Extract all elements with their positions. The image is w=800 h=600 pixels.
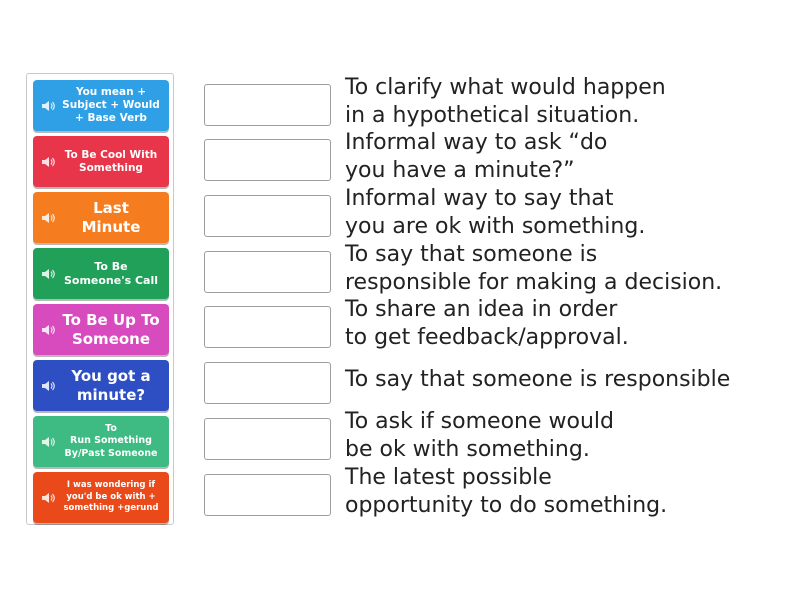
speaker-icon[interactable] [41, 100, 55, 112]
card-label: You got a minute? [71, 366, 151, 404]
drop-slot[interactable] [204, 418, 331, 460]
definition-text: The latest possible opportunity to do something. [345, 465, 668, 518]
card-label: To Be Up To Someone [62, 310, 160, 348]
speaker-icon[interactable] [41, 156, 55, 168]
definition-text: To say that someone is responsible [345, 367, 731, 392]
card-label: You mean + Subject + Would + Base Verb [62, 86, 160, 124]
definition-text: To ask if someone would be ok with something. [345, 409, 614, 462]
answer-card[interactable] [33, 192, 169, 243]
answer-card[interactable] [33, 248, 169, 299]
drop-slot[interactable] [204, 84, 331, 126]
drop-slot[interactable] [204, 474, 331, 516]
drop-slot[interactable] [204, 306, 331, 348]
drop-slot[interactable] [204, 195, 331, 237]
card-label: I was wondering if you'd be ok with + something +gerund [63, 480, 159, 514]
definition-text: Informal way to ask “do you have a minute?” [345, 130, 608, 183]
drop-slot[interactable] [204, 362, 331, 404]
card-label: To Run Something By/Past Someone [64, 422, 158, 459]
definition-text: To share an idea in order to get feedback/approval. [345, 297, 629, 350]
speaker-icon[interactable] [41, 492, 55, 504]
card-label: To Be Cool With Something [64, 148, 158, 174]
answer-card[interactable] [33, 472, 169, 523]
answer-card[interactable] [33, 136, 169, 187]
drop-slot[interactable] [204, 251, 331, 293]
definition-text: Informal way to say that you are ok with something. [345, 186, 646, 239]
answer-card[interactable] [33, 360, 169, 411]
answer-card[interactable] [33, 80, 169, 131]
speaker-icon[interactable] [41, 268, 55, 280]
definition-text: To say that someone is responsible for making a decision. [345, 242, 723, 295]
card-label: Last Minute [81, 198, 141, 236]
answer-card[interactable] [33, 304, 169, 355]
drop-slot[interactable] [204, 139, 331, 181]
speaker-icon[interactable] [41, 212, 55, 224]
speaker-icon[interactable] [41, 324, 55, 336]
answer-card[interactable] [33, 416, 169, 467]
speaker-icon[interactable] [41, 436, 55, 448]
card-label: To Be Someone's Call [63, 259, 159, 287]
definition-text: To clarify what would happen in a hypothetical situation. [345, 75, 666, 128]
speaker-icon[interactable] [41, 380, 55, 392]
